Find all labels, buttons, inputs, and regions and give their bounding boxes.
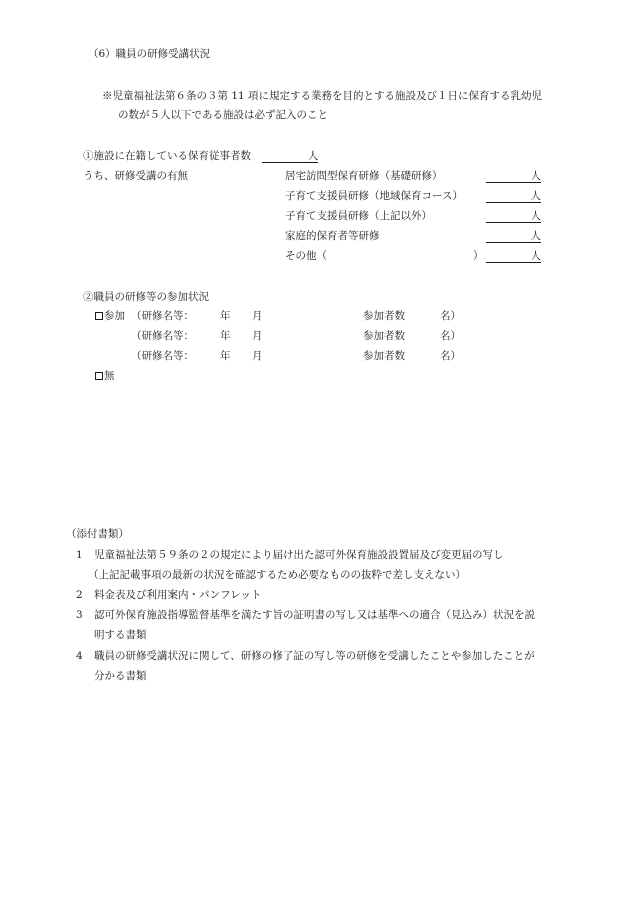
count-unit: 名） — [440, 330, 461, 342]
training-count-field[interactable] — [486, 210, 541, 223]
attachments-title: （添付書類） — [66, 528, 129, 540]
training-unit: 人 — [530, 210, 541, 222]
training-count-field[interactable] — [486, 190, 541, 203]
section-title: （6）職員の研修受講状況 — [88, 48, 211, 60]
training-name-label: （研修名等： — [131, 310, 194, 322]
training-name: 子育て支援員研修（上記以外） — [285, 210, 432, 222]
attachment-number: 3 — [76, 609, 83, 621]
training-name: その他（ — [285, 250, 327, 262]
attachment-number: 2 — [76, 589, 83, 601]
training-unit: 人 — [530, 230, 541, 242]
count-unit: 名） — [440, 350, 461, 362]
attachment-number: 1 — [76, 549, 83, 561]
training-item — [285, 229, 380, 243]
month-label: 月 — [252, 310, 263, 322]
staff-count-row — [83, 149, 318, 163]
year-label: 年 — [220, 310, 231, 322]
year-label: 年 — [220, 330, 231, 342]
note-line-2: の数が５人以下である施設は必ず記入のこと — [118, 109, 328, 121]
training-unit: 人 — [530, 170, 541, 182]
attachment-line: 職員の研修受講状況に関して、研修の修了証の写し等の研修を受講したことや参加したことが — [94, 650, 535, 662]
training-label: うち、研修受講の有無 — [83, 170, 188, 182]
note-line-1: ※児童福祉法第６条の３第 11 項に規定する業務を目的とする施設及び１日に保育する乳幼児 — [102, 90, 543, 102]
staff-count-field[interactable] — [262, 150, 318, 163]
count-label: 参加者数 — [363, 350, 405, 362]
attachment-line: （上記記載事項の最新の状況を確認するため必要なものの抜粋で差し支えない） — [88, 569, 466, 581]
year-label: 年 — [220, 350, 231, 362]
training-name-label: （研修名等： — [131, 330, 194, 342]
participation-no-option[interactable] — [95, 369, 115, 383]
training-item — [285, 189, 463, 203]
other-close-paren: ） — [473, 250, 484, 262]
attachment-line: 児童福祉法第５９条の２の規定により届け出た認可外保育施設設置届及び変更届の写し — [94, 549, 504, 561]
training-name: 子育て支援員研修（地域保育コース） — [285, 190, 463, 202]
attachment-line: 分かる書類 — [94, 670, 147, 682]
training-count-field[interactable] — [486, 170, 541, 183]
count-unit: 名） — [440, 310, 461, 322]
yes-label: 参加 — [104, 310, 125, 322]
checkbox-yes[interactable] — [95, 312, 103, 320]
participation-label: ②職員の研修等の参加状況 — [83, 291, 209, 303]
training-unit: 人 — [530, 250, 541, 262]
training-count-field[interactable] — [486, 250, 541, 263]
attachment-line: 認可外保育施設指導監督基準を満たす旨の証明書の写し又は基準への適合（見込み）状況を説 — [94, 609, 535, 621]
attachment-line: 料金表及び利用案内・パンフレット — [94, 589, 262, 601]
training-item — [285, 169, 443, 183]
month-label: 月 — [252, 350, 263, 362]
participation-yes-option[interactable] — [95, 309, 125, 323]
staff-count-unit: 人 — [307, 150, 319, 162]
staff-count-label: ①施設に在籍している保育従事者数 — [83, 150, 251, 162]
attachment-number: 4 — [76, 650, 83, 662]
checkbox-no[interactable] — [95, 372, 103, 380]
training-unit: 人 — [530, 190, 541, 202]
training-item-other — [285, 249, 327, 263]
month-label: 月 — [252, 330, 263, 342]
training-name: 居宅訪問型保育研修（基礎研修） — [285, 170, 443, 182]
attachment-line: 明する書類 — [94, 629, 147, 641]
training-count-field[interactable] — [486, 230, 541, 243]
count-label: 参加者数 — [363, 330, 405, 342]
training-name-label: （研修名等： — [131, 350, 194, 362]
training-item — [285, 209, 432, 223]
count-label: 参加者数 — [363, 310, 405, 322]
training-name: 家庭的保育者等研修 — [285, 230, 380, 242]
no-label: 無 — [104, 370, 115, 382]
